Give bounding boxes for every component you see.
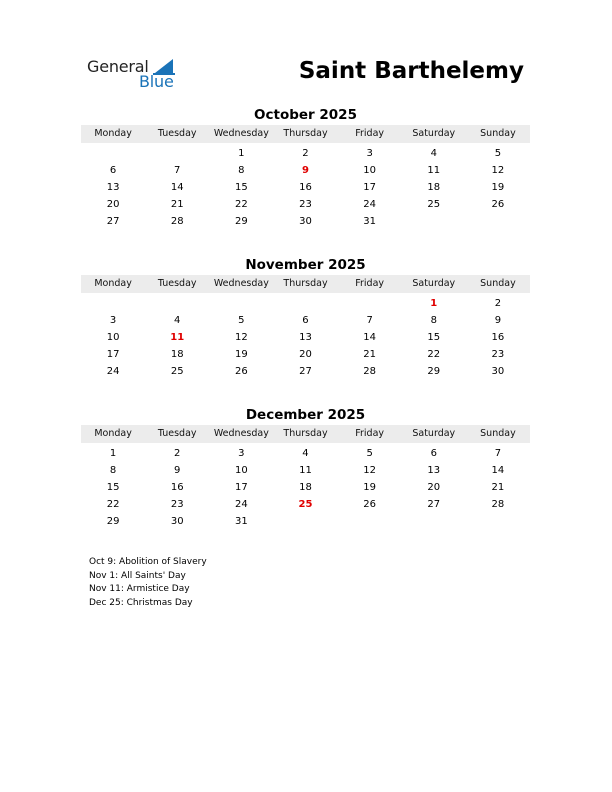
day-cell: 14	[491, 465, 505, 476]
weekday-label: Friday	[355, 128, 385, 139]
day-cell: 11	[299, 465, 312, 476]
day-cell: 26	[234, 366, 248, 377]
week-row	[81, 196, 530, 213]
day-cell: 28	[491, 499, 505, 510]
empty-day-cell	[338, 295, 402, 312]
day-cell: 1	[109, 448, 117, 459]
day-cell: 8	[109, 465, 117, 476]
day-cell: 3	[109, 315, 117, 326]
day-cell: 22	[106, 499, 120, 510]
month-december	[81, 406, 530, 530]
day-cell: 13	[106, 182, 120, 193]
week-row	[81, 145, 530, 162]
day-cell: 18	[299, 482, 312, 493]
day-cell: 2	[494, 298, 502, 309]
day-cell: 13	[299, 332, 312, 343]
day-cell: 4	[430, 148, 437, 159]
month-october	[81, 106, 530, 230]
day-cell: 14	[363, 332, 376, 343]
weeks-grid	[81, 145, 530, 230]
day-cell: 16	[170, 482, 184, 493]
weeks-grid	[81, 445, 530, 530]
holiday-day-cell: 1	[430, 298, 438, 309]
day-cell: 12	[491, 165, 505, 176]
empty-day-cell	[145, 295, 209, 312]
day-cell: 15	[106, 482, 120, 493]
day-cell: 10	[106, 332, 120, 343]
weekday-label: Sunday	[480, 428, 516, 439]
day-cell: 30	[491, 366, 505, 377]
weekday-label: Friday	[355, 278, 385, 289]
day-cell: 22	[427, 349, 441, 360]
day-cell: 27	[106, 216, 120, 227]
week-row	[81, 479, 530, 496]
week-row	[81, 295, 530, 312]
weekday-label: Saturday	[412, 278, 456, 289]
day-cell: 22	[234, 199, 248, 210]
day-cell: 17	[363, 182, 376, 193]
holiday-list	[89, 556, 207, 611]
empty-day-cell	[145, 145, 209, 162]
weekday-label: Wednesday	[213, 428, 269, 439]
day-cell: 18	[427, 182, 441, 193]
weekday-label: Friday	[355, 428, 385, 439]
day-cell: 6	[302, 315, 309, 326]
weekday-label: Wednesday	[213, 128, 269, 139]
weekday-label: Saturday	[412, 128, 456, 139]
day-cell: 24	[363, 199, 376, 210]
day-cell: 21	[363, 349, 376, 360]
empty-day-cell	[273, 513, 337, 530]
empty-day-cell	[81, 295, 145, 312]
day-cell: 31	[363, 216, 376, 227]
weekday-label: Monday	[94, 128, 132, 139]
day-cell: 4	[174, 315, 181, 326]
day-cell: 2	[174, 448, 181, 459]
month-title: December 2025	[245, 407, 366, 423]
day-cell: 9	[174, 465, 181, 476]
week-row	[81, 496, 530, 513]
weekday-label: Tuesday	[157, 128, 197, 139]
day-cell: 26	[363, 499, 376, 510]
weeks-grid	[81, 295, 530, 380]
country-title: Saint Barthelemy	[298, 58, 524, 84]
day-cell: 27	[299, 366, 312, 377]
day-cell: 20	[427, 482, 441, 493]
day-cell: 29	[427, 366, 441, 377]
month-november	[81, 256, 530, 380]
weekday-label: Thursday	[283, 428, 328, 439]
day-cell: 5	[238, 315, 245, 326]
month-title: October 2025	[254, 107, 357, 123]
empty-day-cell	[466, 513, 530, 530]
day-cell: 12	[363, 465, 376, 476]
weekday-label: Thursday	[283, 278, 328, 289]
empty-day-cell	[402, 213, 466, 230]
empty-day-cell	[81, 145, 145, 162]
day-cell: 4	[302, 448, 309, 459]
week-row	[81, 513, 530, 530]
day-cell: 23	[299, 199, 312, 210]
day-cell: 21	[170, 199, 184, 210]
day-cell: 26	[491, 199, 505, 210]
day-cell: 17	[106, 349, 120, 360]
weekday-label: Tuesday	[157, 428, 197, 439]
week-row	[81, 213, 530, 230]
day-cell: 24	[106, 366, 120, 377]
week-row	[81, 329, 530, 346]
day-cell: 11	[427, 165, 441, 176]
holiday-day-cell: 9	[302, 165, 309, 176]
day-cell: 23	[491, 349, 505, 360]
week-row	[81, 462, 530, 479]
day-cell: 2	[302, 148, 309, 159]
day-cell: 12	[234, 332, 248, 343]
week-row	[81, 162, 530, 179]
day-cell: 10	[363, 165, 376, 176]
day-cell: 1	[238, 148, 245, 159]
day-cell: 30	[299, 216, 312, 227]
day-cell: 10	[234, 465, 248, 476]
day-cell: 5	[494, 148, 502, 159]
day-cell: 20	[299, 349, 312, 360]
empty-day-cell	[209, 295, 273, 312]
empty-day-cell	[338, 513, 402, 530]
day-cell: 13	[427, 465, 441, 476]
weekday-label: Tuesday	[157, 278, 197, 289]
holiday-item: Dec 25: Christmas Day	[89, 598, 193, 609]
week-row	[81, 363, 530, 380]
day-cell: 17	[234, 482, 248, 493]
month-title: November 2025	[245, 257, 366, 273]
generalblue-logo	[87, 57, 187, 91]
weekday-label: Monday	[94, 428, 132, 439]
day-cell: 16	[299, 182, 312, 193]
day-cell: 23	[170, 499, 184, 510]
weekday-label: Saturday	[412, 428, 456, 439]
day-cell: 19	[234, 349, 248, 360]
day-cell: 3	[238, 448, 245, 459]
day-cell: 6	[430, 448, 437, 459]
logo-text-general: General	[87, 57, 149, 76]
week-row	[81, 312, 530, 329]
day-cell: 28	[363, 366, 376, 377]
weekday-label: Sunday	[480, 278, 516, 289]
weekday-header-row	[81, 275, 530, 293]
holiday-day-cell: 11	[170, 332, 185, 343]
day-cell: 8	[430, 315, 437, 326]
day-cell: 5	[366, 448, 373, 459]
day-cell: 3	[366, 148, 373, 159]
day-cell: 14	[170, 182, 184, 193]
holiday-item: Oct 9: Abolition of Slavery	[89, 557, 207, 567]
day-cell: 31	[234, 516, 248, 527]
day-cell: 9	[494, 315, 502, 326]
day-cell: 29	[106, 516, 120, 527]
day-cell: 28	[170, 216, 184, 227]
day-cell: 24	[234, 499, 248, 510]
empty-day-cell	[402, 513, 466, 530]
weekday-label: Wednesday	[213, 278, 269, 289]
day-cell: 29	[234, 216, 248, 227]
weekday-header-row	[81, 125, 530, 143]
day-cell: 25	[427, 199, 441, 210]
day-cell: 7	[494, 448, 502, 459]
weekday-label: Monday	[94, 278, 132, 289]
holiday-day-cell: 25	[298, 499, 313, 510]
weekday-label: Sunday	[480, 128, 516, 139]
day-cell: 20	[106, 199, 120, 210]
logo-triangle-icon	[155, 59, 173, 73]
day-cell: 15	[234, 182, 248, 193]
day-cell: 7	[366, 315, 373, 326]
day-cell: 15	[427, 332, 441, 343]
day-cell: 18	[170, 349, 184, 360]
week-row	[81, 346, 530, 363]
empty-day-cell	[466, 213, 530, 230]
day-cell: 19	[491, 182, 505, 193]
day-cell: 8	[238, 165, 245, 176]
day-cell: 7	[174, 165, 181, 176]
day-cell: 25	[170, 366, 184, 377]
weekday-label: Thursday	[283, 128, 328, 139]
day-cell: 21	[491, 482, 505, 493]
week-row	[81, 445, 530, 462]
empty-day-cell	[273, 295, 337, 312]
day-cell: 30	[170, 516, 184, 527]
day-cell: 19	[363, 482, 376, 493]
day-cell: 16	[491, 332, 505, 343]
weekday-header-row	[81, 425, 530, 443]
day-cell: 6	[109, 165, 117, 176]
holiday-item: Nov 1: All Saints' Day	[89, 570, 186, 581]
week-row	[81, 179, 530, 196]
logo-text-blue: Blue	[139, 72, 174, 91]
day-cell: 27	[427, 499, 441, 510]
holiday-item: Nov 11: Armistice Day	[89, 584, 190, 595]
